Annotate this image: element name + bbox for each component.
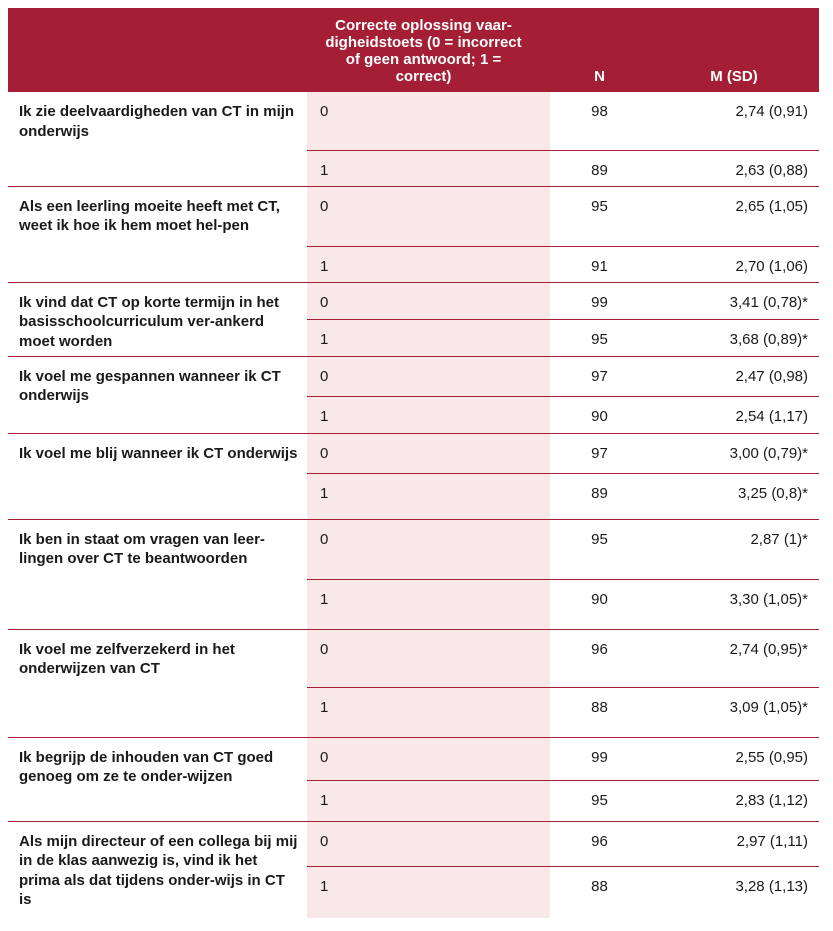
table-body bbox=[8, 92, 819, 918]
n-cell: 90 bbox=[550, 579, 649, 629]
condition-cell: 0 bbox=[307, 92, 550, 150]
mean-sd-cell: 3,30 (1,05)* bbox=[649, 579, 819, 629]
condition-cell: 0 bbox=[307, 186, 550, 246]
mean-sd-cell: 3,41 (0,78)* bbox=[649, 282, 819, 319]
condition-cell: 0 bbox=[307, 821, 550, 866]
table-row bbox=[8, 356, 819, 396]
row-label: Ik begrijp de inhouden van CT goed genoeg om ze te onder-wijzen bbox=[8, 737, 307, 821]
table-row bbox=[8, 186, 819, 246]
mean-sd-cell: 2,63 (0,88) bbox=[649, 150, 819, 186]
n-cell: 95 bbox=[550, 319, 649, 356]
table-row bbox=[8, 737, 819, 780]
mean-sd-cell: 2,47 (0,98) bbox=[649, 356, 819, 396]
condition-cell: 0 bbox=[307, 356, 550, 396]
n-cell: 96 bbox=[550, 821, 649, 866]
condition-cell: 0 bbox=[307, 433, 550, 473]
header-n: N bbox=[550, 8, 649, 92]
n-cell: 95 bbox=[550, 780, 649, 821]
condition-cell: 0 bbox=[307, 519, 550, 579]
n-cell: 89 bbox=[550, 150, 649, 186]
n-cell: 88 bbox=[550, 866, 649, 918]
table-row bbox=[8, 629, 819, 687]
n-cell: 90 bbox=[550, 396, 649, 433]
row-label: Als mijn directeur of een collega bij mij in de klas aanwezig is, vind ik het prima als dat tijdens onder-wijs in CT is bbox=[8, 821, 307, 918]
n-cell: 95 bbox=[550, 519, 649, 579]
mean-sd-cell: 2,74 (0,91) bbox=[735, 103, 808, 120]
table-header bbox=[8, 8, 819, 92]
mean-sd-cell: 3,28 (1,13) bbox=[649, 866, 819, 918]
n-cell: 89 bbox=[550, 473, 649, 519]
mean-sd-cell: 2,65 (1,05) bbox=[649, 186, 819, 246]
n-cell: 98 bbox=[591, 103, 608, 120]
header-condition: Correcte oplossing vaar-digheidstoets (0 = incorrect of geen antwoord; 1 = correct) bbox=[307, 8, 550, 92]
condition-cell: 1 bbox=[307, 319, 550, 356]
table-row bbox=[8, 821, 819, 866]
mean-sd-cell: 2,54 (1,17) bbox=[649, 396, 819, 433]
condition-cell: 1 bbox=[307, 473, 550, 519]
table-row bbox=[8, 92, 819, 150]
n-cell: 96 bbox=[550, 629, 649, 687]
n-cell: 99 bbox=[550, 737, 649, 780]
mean-sd-cell: 2,97 (1,11) bbox=[649, 821, 819, 866]
mean-sd-cell: 3,00 (0,79)* bbox=[649, 433, 819, 473]
mean-sd-cell: 2,74 (0,95)* bbox=[649, 629, 819, 687]
header-item bbox=[8, 8, 307, 92]
condition-cell: 1 bbox=[307, 866, 550, 918]
n-cell: 95 bbox=[550, 186, 649, 246]
mean-sd-cell: 2,70 (1,06) bbox=[649, 246, 819, 282]
n-cell: 97 bbox=[550, 356, 649, 396]
results-table-container bbox=[8, 8, 819, 918]
condition-cell: 1 bbox=[307, 396, 550, 433]
header-mean-sd: M (SD) bbox=[649, 8, 819, 92]
condition-cell: 1 bbox=[307, 150, 550, 186]
mean-sd-cell: 2,83 (1,12) bbox=[649, 780, 819, 821]
row-label: Ik voel me zelfverzekerd in het onderwijzen van CT bbox=[8, 629, 307, 737]
n-cell: 88 bbox=[550, 687, 649, 737]
table-row bbox=[8, 282, 819, 319]
condition-cell: 1 bbox=[307, 780, 550, 821]
table-row bbox=[8, 519, 819, 579]
condition-cell: 0 bbox=[307, 282, 550, 319]
header-row bbox=[8, 8, 819, 92]
condition-cell: 0 bbox=[307, 737, 550, 780]
mean-sd-cell: 2,87 (1)* bbox=[649, 519, 819, 579]
row-label: Ik voel me blij wanneer ik CT onderwijs bbox=[8, 433, 307, 519]
condition-cell: 1 bbox=[307, 246, 550, 282]
condition-cell: 1 bbox=[307, 579, 550, 629]
row-label: Ik voel me gespannen wanneer ik CT onderwijs bbox=[8, 356, 307, 433]
row-label: Ik zie deelvaardigheden van CT in mijn onderwijs bbox=[19, 103, 295, 140]
results-table bbox=[8, 8, 819, 918]
mean-sd-cell: 2,55 (0,95) bbox=[649, 737, 819, 780]
row-label: Ik ben in staat om vragen van leer-lingen over CT te beantwoorden bbox=[8, 519, 307, 629]
row-label: Ik vind dat CT op korte termijn in het basisschoolcurriculum ver-ankerd moet worden bbox=[8, 282, 307, 356]
n-cell: 97 bbox=[550, 433, 649, 473]
table-row bbox=[8, 433, 819, 473]
row-label: Als een leerling moeite heeft met CT, weet ik hoe ik hem moet hel-pen bbox=[8, 186, 307, 282]
condition-cell: 0 bbox=[307, 629, 550, 687]
condition-cell: 1 bbox=[307, 687, 550, 737]
n-cell: 99 bbox=[550, 282, 649, 319]
mean-sd-cell: 3,25 (0,8)* bbox=[649, 473, 819, 519]
n-cell: 91 bbox=[550, 246, 649, 282]
mean-sd-cell: 3,09 (1,05)* bbox=[649, 687, 819, 737]
mean-sd-cell: 3,68 (0,89)* bbox=[649, 319, 819, 356]
